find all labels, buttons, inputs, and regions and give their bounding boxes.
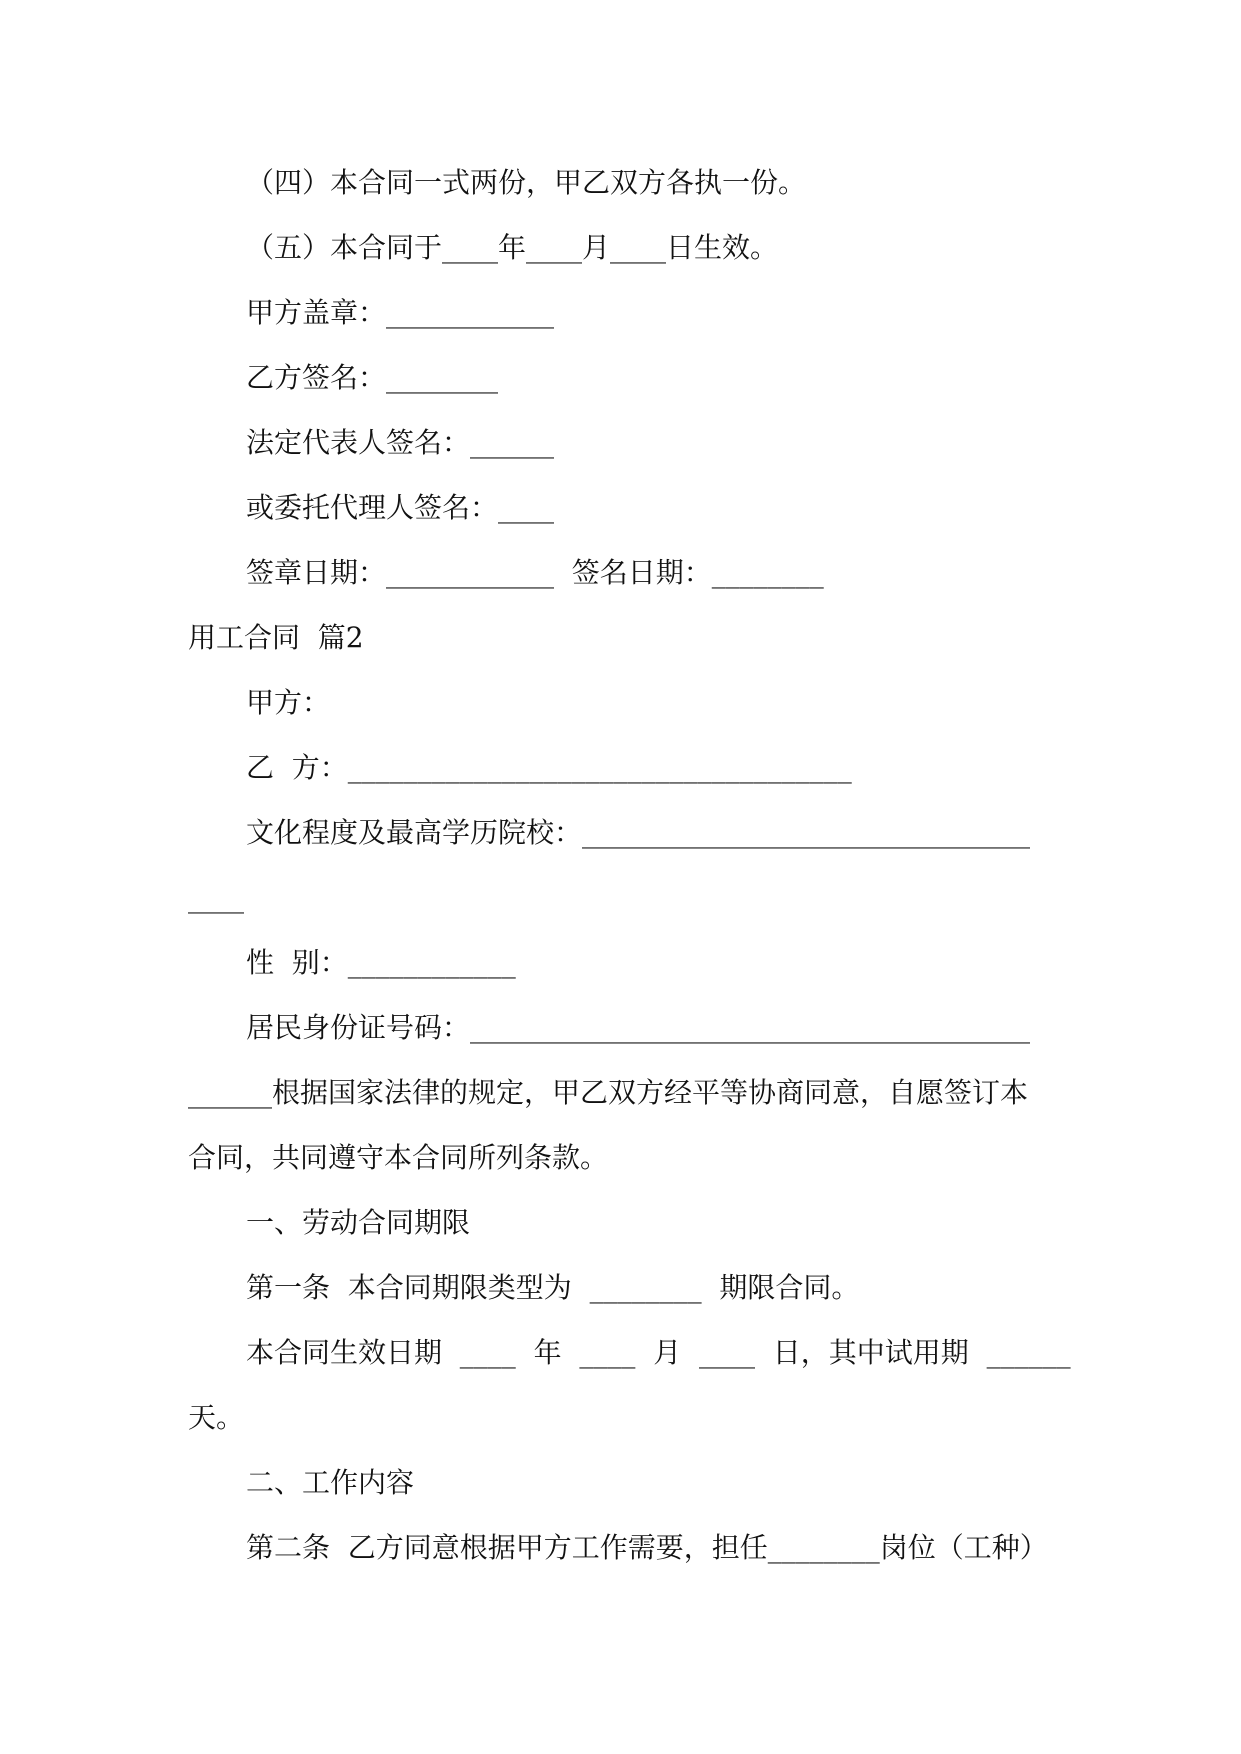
section-heading: 用工合同 篇2 xyxy=(188,621,364,654)
party-b-field: 乙 方：____________________________________ xyxy=(246,751,852,784)
legal-rep-signature: 法定代表人签名：______ xyxy=(246,426,555,459)
sign-dates: 签章日期：____________ 签名日期：________ xyxy=(246,556,824,589)
gender-field: 性 别：____________ xyxy=(246,946,516,979)
party-b-signature: 乙方签名：________ xyxy=(246,361,499,394)
clause-four: （四）本合同一式两份，甲乙双方各执一份。 xyxy=(246,166,807,199)
clause-five: （五）本合同于____年____月____日生效。 xyxy=(246,231,779,264)
article-one: 第一条 本合同期限类型为 ________ 期限合同。 xyxy=(246,1271,860,1304)
effective-date-line-continued: 天。 xyxy=(188,1401,245,1434)
chapter-one-title: 一、劳动合同期限 xyxy=(246,1206,471,1239)
education-field-continued: ____ xyxy=(188,881,244,914)
chapter-two-title: 二、工作内容 xyxy=(246,1466,415,1499)
education-field: 文化程度及最高学历院校：________________________________ xyxy=(246,816,1031,849)
preamble-line-2: 合同，共同遵守本合同所列条款。 xyxy=(188,1141,609,1174)
effective-date-line: 本合同生效日期 ____ 年 ____ 月 ____ 日，其中试用期 ______ xyxy=(246,1336,1071,1369)
article-two: 第二条 乙方同意根据甲方工作需要，担任________岗位（工种） xyxy=(246,1531,1048,1564)
preamble-line-1: ______根据国家法律的规定，甲乙双方经平等协商同意，自愿签订本 xyxy=(188,1076,1029,1109)
id-number-field: 居民身份证号码：________________________________________ xyxy=(246,1011,1031,1044)
agent-signature: 或委托代理人签名：____ xyxy=(246,491,555,524)
party-a-seal: 甲方盖章：____________ xyxy=(246,296,555,329)
party-a-field: 甲方： xyxy=(246,686,331,719)
